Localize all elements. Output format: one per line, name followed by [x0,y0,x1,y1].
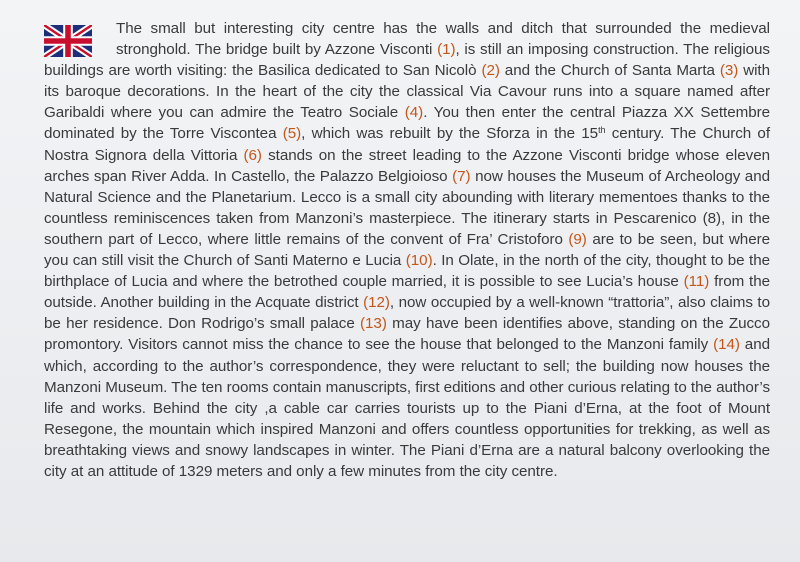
ordinal-suffix: th [598,125,606,136]
text-segment: and which, according to the author’s correspondence, they were reluctant to sell; the building now houses the Manzoni Museum. The ten rooms contain manuscripts, first editions and other curious relating to the author’s life and works. Behind the city ,a cable car carries tourists up to the Piani d’Erna, at the foot of Mount Resegone, the mountain which inspired Manzoni and offers countless opportunities for trekking, as well as breathtaking views and snowy landscapes in winter. The Piani d’Erna are a natural balcony overlooking the city at an attitude of 1329 meters and only a few minutes from the city centre. [44,336,771,480]
reference-marker-10: (10) [405,252,433,270]
reference-marker-4: (4) [404,104,424,122]
text-segment: with its baroque decorations. In the heart of the city the classical Via Cavour runs into a square named after Garibaldi where you can admire the Teatro Sociale [44,62,770,122]
reference-marker-2: (2) [481,62,500,80]
reference-marker-3: (3) [719,62,739,80]
body-text [44,18,770,482]
reference-marker-5: (5) [282,125,302,143]
text-segment: now houses the Museum of Archeology and Natural Science and the Planetarium. Lecco is a small city abounding with literary mementoes thanks to the countless reminiscences taken from Manzoni’s masterpiece. The itinerary starts in Pescarenico (8), in the southern part of Lecco, where little remains of the convent of Fra’ Cristoforo [44,167,770,248]
reference-marker-14: (14) [713,336,740,354]
text-segment: from the outside. Another building in the Acquate district [44,273,770,312]
reference-marker-9: (9) [568,230,587,248]
text-segment: stands on the street leading to the Azzone Visconti bridge whose eleven arches span River Adda. In Castello, the Palazzo Belgioioso [44,146,770,185]
reference-marker-11: (11) [683,273,710,291]
text-segment: may have been identifies above, standing on the Zucco promontory. Visitors cannot miss the chance to see the house that belonged to the Manzoni family [44,315,770,354]
text-segment: . You then enter the central Piazza XX Settembre dominated by the Torre Viscontea [44,104,770,143]
text-segment: . In Olate, in the north of the city, thought to be the birthplace of Lucia and where the betrothed couple married, it is possible to see Lucia’s house [44,252,770,291]
reference-marker-13: (13) [360,315,387,333]
text-segment: , is still an imposing construction. The religious buildings are worth visiting: the Basilica dedicated to San Nicolò [44,41,770,80]
reference-marker-12: (12) [363,294,390,312]
text-segment: are to be seen, but where you can still visit the Church of Santi Materno e Lucia [44,230,770,270]
reference-marker-1: (1) [437,41,456,59]
flag-indent [44,18,116,58]
reference-marker-7: (7) [452,167,471,185]
text-segment: , now occupied by a well-known “trattoria”, also claims to be her residence. Don Rodrigo’s small palace [44,294,770,333]
text-segment: and the Church of Santa Marta [499,62,720,80]
text-segment: , which was rebuilt by the Sforza in the 15 [301,125,599,143]
text-segment: The small but interesting city centre has the walls and ditch that surrounded the medieval stronghold. The bridge built by Azzone Visconti [116,20,770,59]
reference-marker-6: (6) [243,146,262,164]
text-segment: century. The Church of Nostra Signora della Vittoria [44,125,771,164]
